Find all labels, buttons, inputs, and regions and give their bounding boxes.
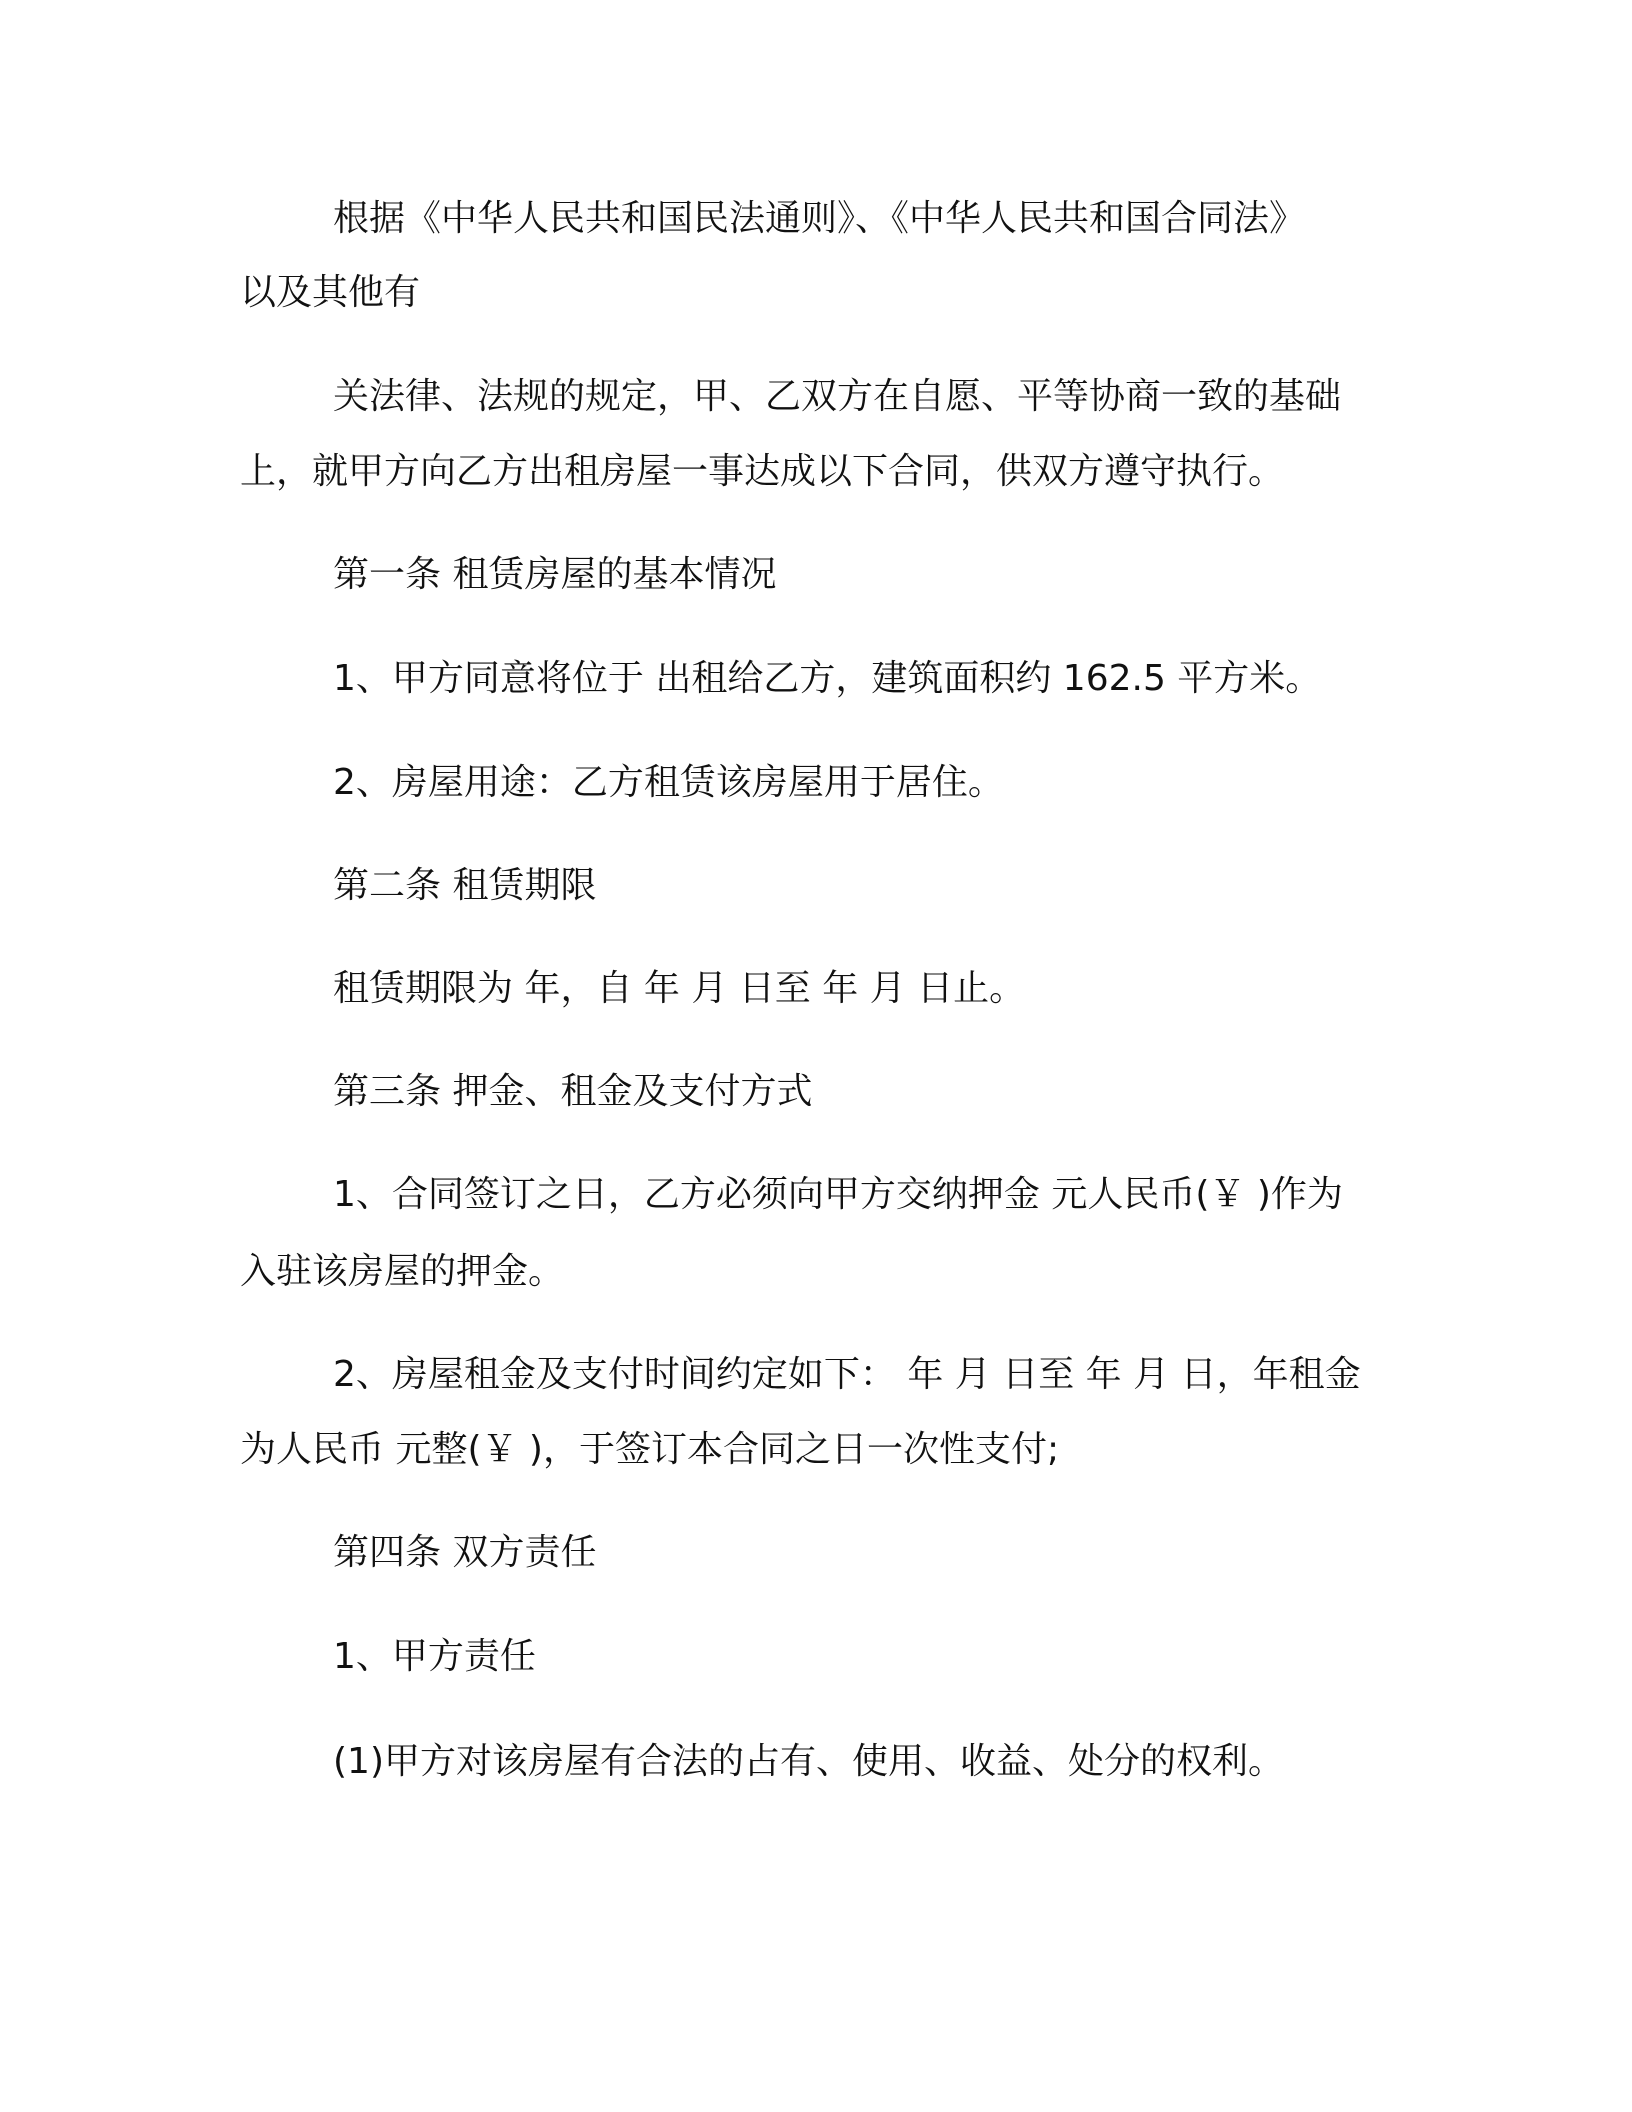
paragraph-line: (1)甲方对该房屋有合法的占有、使用、收益、处分的权利。 [333, 1741, 1284, 1782]
paragraph-line: 租赁期限为 年，自 年 月 日至 年 月 日止。 [333, 968, 1026, 1009]
paragraph-line: 上，就甲方向乙方出租房屋一事达成以下合同，供双方遵守执行。 [240, 451, 1285, 492]
paragraph-line: 1、甲方同意将位于 出租给乙方，建筑面积约 162.5 平方米。 [333, 658, 1322, 699]
paragraph-line: 以及其他有 [240, 272, 421, 313]
paragraph-line: 2、房屋租金及支付时间约定如下： 年 月 日至 年 月 日，年租金 [333, 1354, 1361, 1395]
paragraph-line: 关法律、法规的规定，甲、乙双方在自愿、平等协商一致的基础 [333, 376, 1342, 417]
section-heading: 第三条 押金、租金及支付方式 [333, 1071, 813, 1112]
paragraph-line: 根据《中华人民共和国民法通则》、《中华人民共和国合同法》 [333, 198, 1306, 239]
section-heading: 第四条 双方责任 [333, 1532, 597, 1573]
paragraph-line: 为人民币 元整(￥ )，于签订本合同之日一次性支付; [240, 1429, 1060, 1470]
paragraph-line: 入驻该房屋的押金。 [240, 1251, 565, 1292]
section-heading: 第二条 租赁期限 [333, 865, 597, 906]
paragraph-line: 1、合同签订之日，乙方必须向甲方交纳押金 元人民币(￥ )作为 [333, 1174, 1343, 1215]
section-heading: 第一条 租赁房屋的基本情况 [333, 554, 777, 595]
paragraph-line: 2、房屋用途：乙方租赁该房屋用于居住。 [333, 762, 1004, 803]
paragraph-line: 1、甲方责任 [333, 1636, 536, 1677]
